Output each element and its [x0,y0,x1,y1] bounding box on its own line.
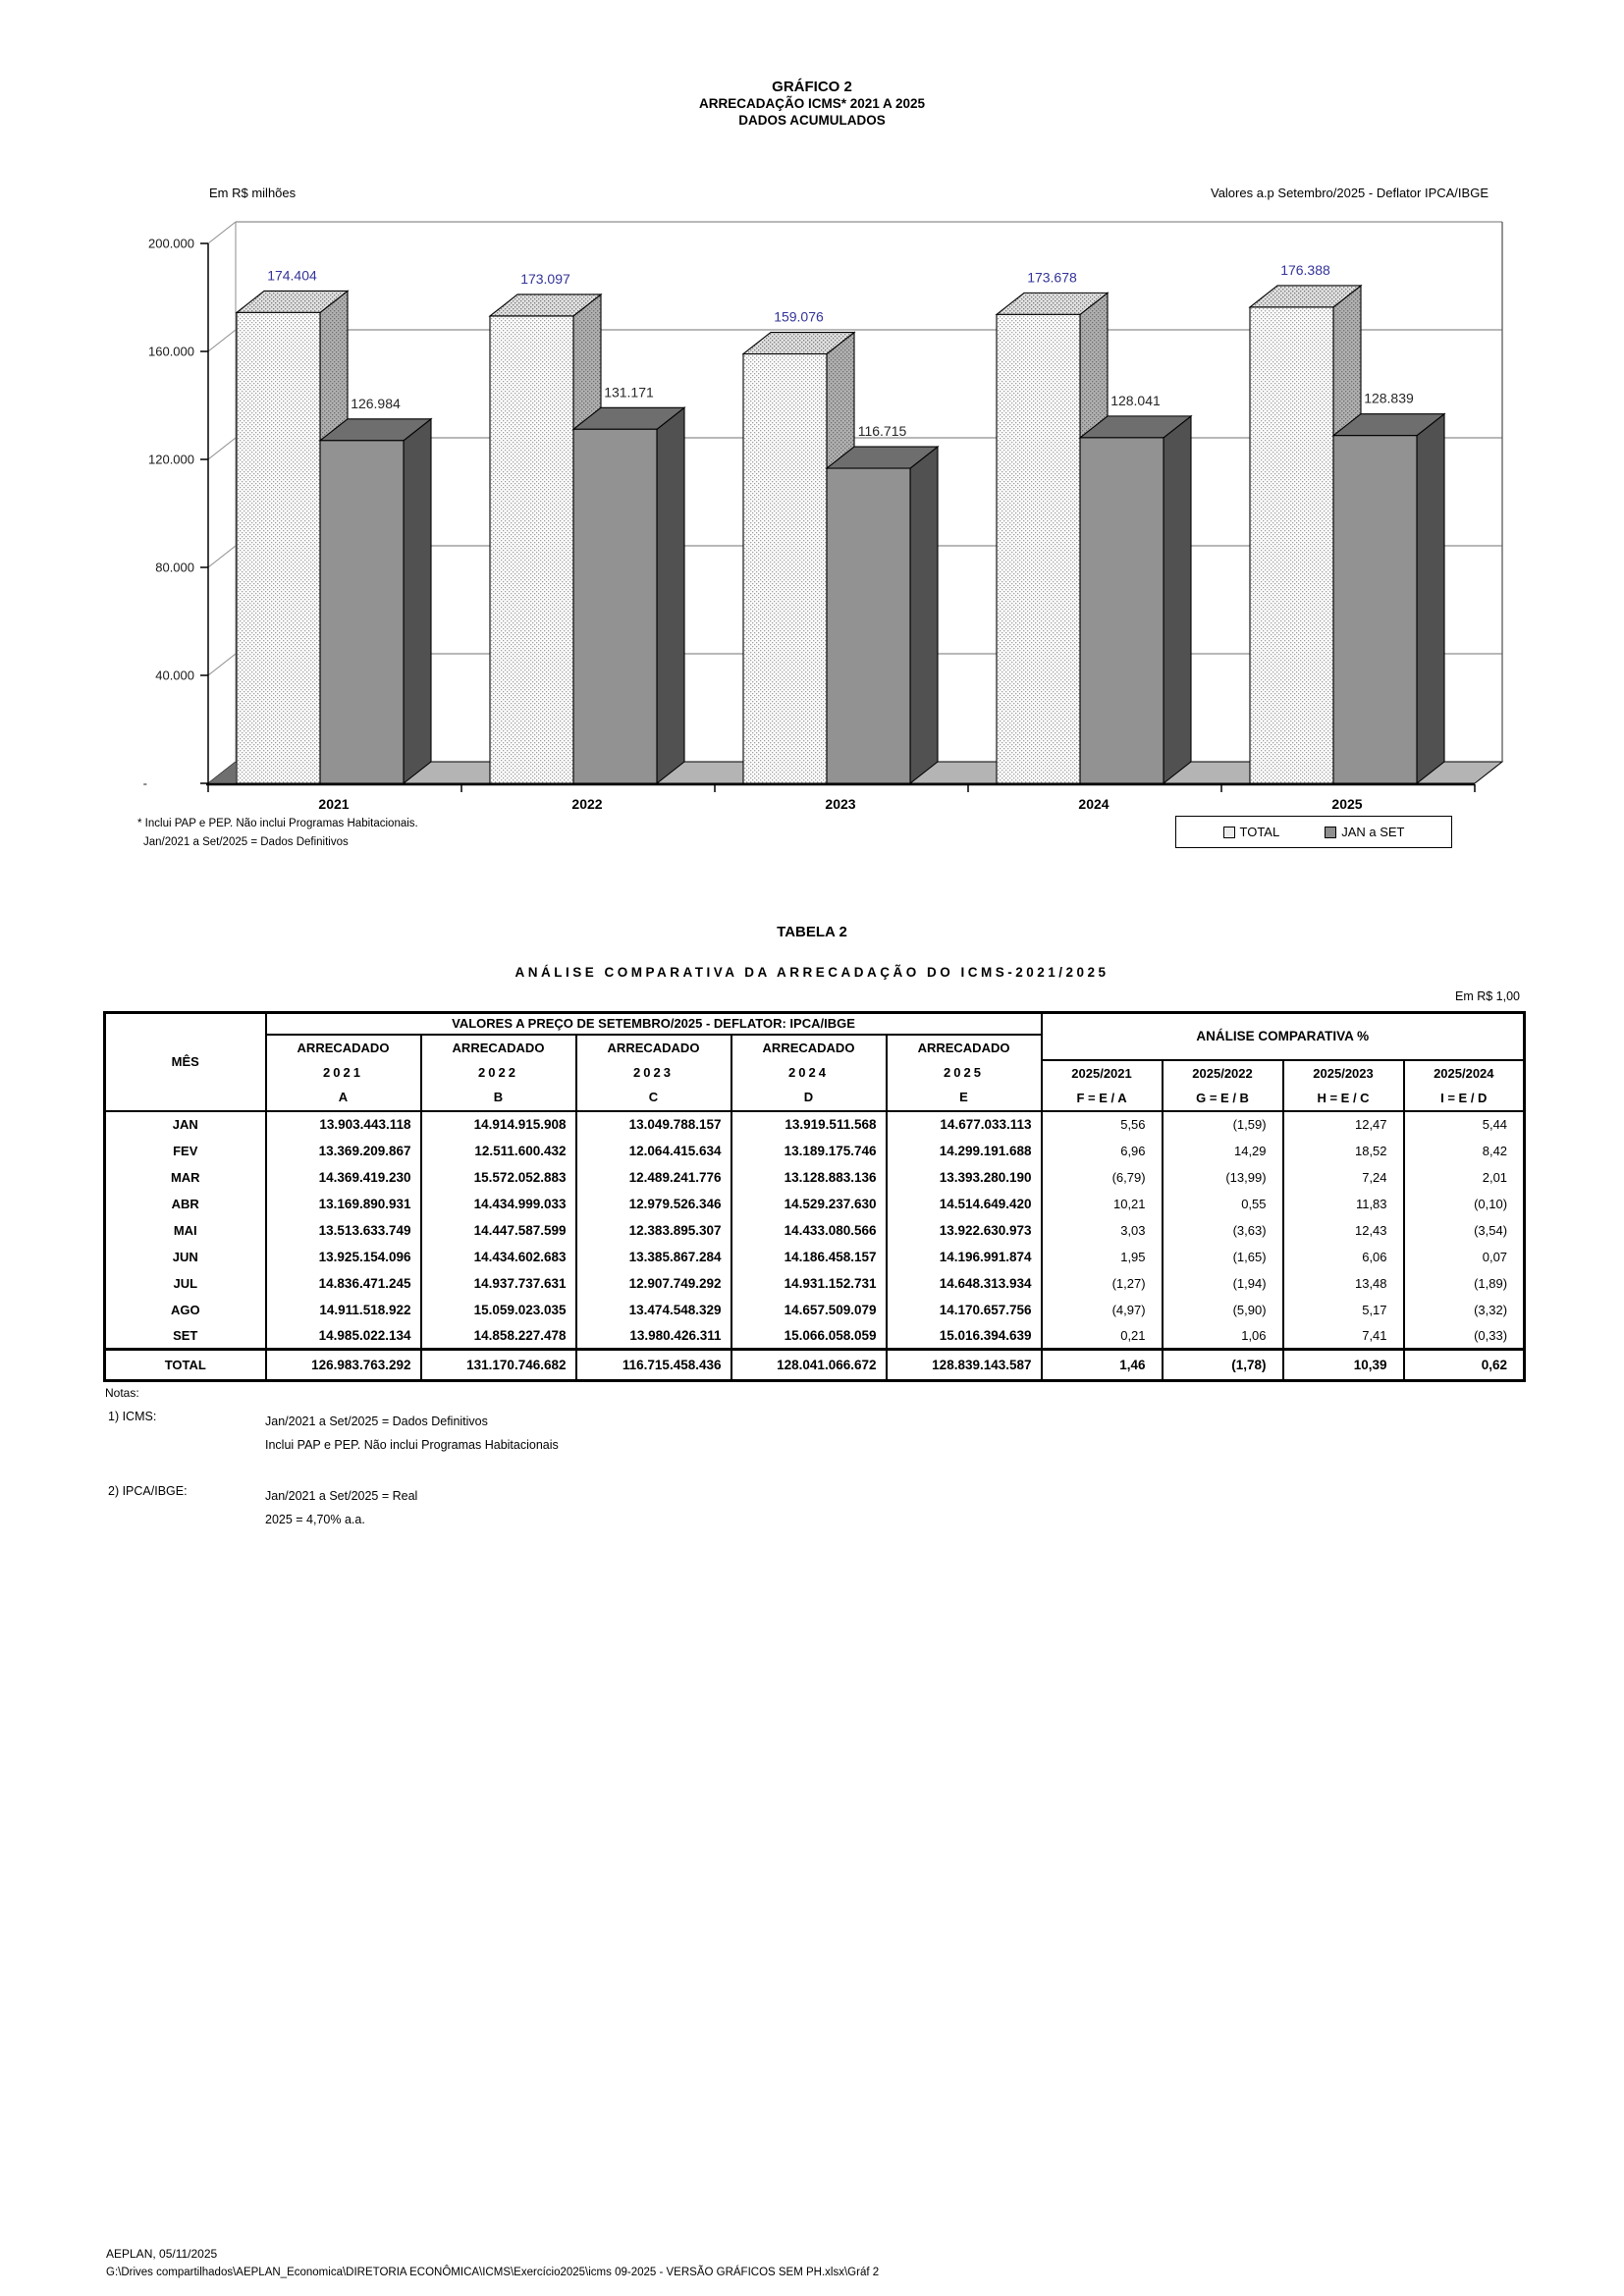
value-cell: 14.514.649.420 [887,1191,1042,1217]
bar-total-2021-front [237,312,320,783]
analysis-cell: (3,32) [1404,1297,1525,1323]
analysis-cell: (1,59) [1163,1111,1283,1138]
analysis-cell: 2,01 [1404,1164,1525,1191]
value-cell: 128.839.143.587 [887,1350,1042,1381]
value-cell: 13.919.511.568 [731,1111,887,1138]
analysis-cell: 13,48 [1283,1270,1404,1297]
values-group-header: VALORES A PREÇO DE SETEMBRO/2025 - DEFLATOR: IPCA/IBGE [266,1013,1042,1035]
table-row-JAN [105,1111,1525,1138]
value-cell: 14.369.419.230 [266,1164,421,1191]
analysis-cell: (1,27) [1042,1270,1163,1297]
arrecadado-header-2021: ARRECADADO 2021 A [266,1035,421,1111]
value-cell: 15.572.052.883 [421,1164,576,1191]
value-cell: 14.677.033.113 [887,1111,1042,1138]
y-tick-label: 200.000 [148,236,194,251]
analysis-cell: (4,97) [1042,1297,1163,1323]
bar-janset-2025-side [1417,414,1444,783]
footer-org-date: AEPLAN, 05/11/2025 [106,2247,218,2261]
x-axis-label-2024: 2024 [1078,796,1110,812]
y-tick-label: 40.000 [155,667,194,683]
analysis-cell: (5,90) [1163,1297,1283,1323]
value-cell: 13.385.867.284 [576,1244,731,1270]
value-cell: 14.836.471.245 [266,1270,421,1297]
x-axis-label-2025: 2025 [1331,796,1363,812]
analysis-cell: (1,65) [1163,1244,1283,1270]
analysis-cell: 5,17 [1283,1297,1404,1323]
wall-connector [208,546,236,567]
value-cell: 14.434.999.033 [421,1191,576,1217]
table-row-JUN [105,1244,1525,1270]
value-cell: 14.937.737.631 [421,1270,576,1297]
value-cell: 14.434.602.683 [421,1244,576,1270]
value-cell: 13.474.548.329 [576,1297,731,1323]
bar-janset-2024-side [1164,416,1191,783]
value-cell: 13.169.890.931 [266,1191,421,1217]
bar-total-2025-front [1250,307,1333,783]
value-cell: 12.907.749.292 [576,1270,731,1297]
value-cell: 14.858.227.478 [421,1323,576,1350]
analysis-cell: 14,29 [1163,1138,1283,1164]
note-2-body [265,1484,417,1531]
value-cell: 12.064.415.634 [576,1138,731,1164]
table-row-FEV [105,1138,1525,1164]
arrecadado-header-2024: ARRECADADO 2024 D [731,1035,887,1111]
table-row-MAI [105,1217,1525,1244]
x-axis-label-2023: 2023 [825,796,856,812]
bar-value-label-total: 174.404 [267,267,317,284]
bar-total-2024-front [997,314,1080,783]
note-2-line2: 2025 = 4,70% a.a. [265,1513,365,1526]
analysis-cell: (1,78) [1163,1350,1283,1381]
chart-footnote-line1: * Inclui PAP e PEP. Não inclui Programas Habitacionais. [137,818,418,829]
analysis-header-2025-2023: 2025/2023 H = E / C [1283,1060,1404,1111]
value-cell: 14.529.237.630 [731,1191,887,1217]
analysis-cell: 0,21 [1042,1323,1163,1350]
table-total-row [105,1350,1525,1381]
analysis-cell: 8,42 [1404,1138,1525,1164]
footer-file-path: G:\Drives compartilhados\AEPLAN_Economica\DIRETORIA ECONÔMICA\ICMS\Exercício2025\icms 09-2025 - VERSÃO GRÁFICOS SEM PH.xlsx\Gráf 2 [106,2267,880,2278]
analysis-cell: 5,44 [1404,1111,1525,1138]
chart-title: GRÁFICO 2 [772,79,852,95]
table-row-AGO [105,1297,1525,1323]
wall-connector [208,330,236,351]
value-cell: 15.066.058.059 [731,1323,887,1350]
value-cell: 13.128.883.136 [731,1164,887,1191]
value-cell: 13.189.175.746 [731,1138,887,1164]
value-cell: 13.925.154.096 [266,1244,421,1270]
bar-value-label-total: 159.076 [774,308,824,325]
arrecadado-header-2023: ARRECADADO 2023 C [576,1035,731,1111]
legend-item-total [1223,825,1280,839]
bar-value-label-total: 173.097 [520,270,570,287]
bar-value-label-janset: 131.171 [604,384,654,400]
bar-chart-canvas [0,0,1624,864]
value-cell: 14.985.022.134 [266,1323,421,1350]
analysis-cell: 7,24 [1283,1164,1404,1191]
analysis-cell: 18,52 [1283,1138,1404,1164]
analysis-cell: 6,96 [1042,1138,1163,1164]
y-axis-unit-label: Em R$ milhões [209,186,297,200]
month-cell: ABR [105,1191,266,1217]
note-1-line1: Jan/2021 a Set/2025 = Dados Definitivos [265,1415,488,1428]
value-cell: 15.016.394.639 [887,1323,1042,1350]
deflator-note: Valores a.p Setembro/2025 - Deflator IPCA/IBGE [1210,186,1489,200]
value-cell: 14.186.458.157 [731,1244,887,1270]
note-2-line1: Jan/2021 a Set/2025 = Real [265,1489,418,1503]
wall-connector [208,438,236,459]
table-row-MAR [105,1164,1525,1191]
value-cell: 13.369.209.867 [266,1138,421,1164]
y-tick-label: 120.000 [148,452,194,467]
x-axis-label-2021: 2021 [318,796,350,812]
legend-swatch-total-icon [1223,827,1235,838]
value-cell: 14.299.191.688 [887,1138,1042,1164]
bar-janset-2022-front [573,429,657,783]
value-cell: 116.715.458.436 [576,1350,731,1381]
arrecadado-header-2022: ARRECADADO 2022 B [421,1035,576,1111]
month-cell: JAN [105,1111,266,1138]
note-2-label: 2) IPCA/IBGE: [108,1484,188,1498]
analysis-cell: (1,94) [1163,1270,1283,1297]
analysis-header-2025-2021: 2025/2021 F = E / A [1042,1060,1163,1111]
note-1-body [265,1410,559,1457]
analysis-header-2025-2024: 2025/2024 I = E / D [1404,1060,1525,1111]
month-cell: MAR [105,1164,266,1191]
month-cell: JUL [105,1270,266,1297]
value-cell: 13.922.630.973 [887,1217,1042,1244]
value-cell: 12.383.895.307 [576,1217,731,1244]
bar-total-2022-front [490,316,573,783]
chart-subtitle: ARRECADAÇÃO ICMS* 2021 A 2025 [698,96,926,111]
y-tick-label: - [142,775,147,791]
value-cell: 12.979.526.346 [576,1191,731,1217]
table-unit-note: Em R$ 1,00 [1454,989,1520,1003]
value-cell: 128.041.066.672 [731,1350,887,1381]
table-body [105,1111,1525,1381]
value-cell: 13.980.426.311 [576,1323,731,1350]
note-1-label: 1) ICMS: [108,1410,157,1423]
bar-janset-2022-side [657,407,684,783]
month-cell: FEV [105,1138,266,1164]
legend-item-jan-set [1325,825,1404,839]
arrecadado-header-2025: ARRECADADO 2025 E [887,1035,1042,1111]
chart-footnote-line2: Jan/2021 a Set/2025 = Dados Definitivos [143,836,349,848]
analysis-header-2025-2022: 2025/2022 G = E / B [1163,1060,1283,1111]
analysis-cell: 0,62 [1404,1350,1525,1381]
value-cell: 131.170.746.682 [421,1350,576,1381]
bar-value-label-total: 176.388 [1280,261,1330,278]
value-cell: 14.433.080.566 [731,1217,887,1244]
value-cell: 14.914.915.908 [421,1111,576,1138]
comparative-table [103,1011,1526,1382]
table-subtitle: ANÁLISE COMPARATIVA DA ARRECADAÇÃO DO ICMS-2021/2025 [514,965,1110,980]
analysis-cell: 12,47 [1283,1111,1404,1138]
month-cell: SET [105,1323,266,1350]
chart-subtitle-2: DADOS ACUMULADOS [738,113,886,128]
analysis-cell: 1,46 [1042,1350,1163,1381]
analysis-cell: 0,55 [1163,1191,1283,1217]
legend-label-jan-set: JAN a SET [1341,825,1405,839]
table-row-ABR [105,1191,1525,1217]
month-cell: JUN [105,1244,266,1270]
wall-connector [208,654,236,675]
analysis-cell: (3,54) [1404,1217,1525,1244]
analysis-cell: (1,89) [1404,1270,1525,1297]
analysis-cell: (3,63) [1163,1217,1283,1244]
value-cell: 14.648.313.934 [887,1270,1042,1297]
y-tick-label: 160.000 [148,344,194,359]
notes-heading: Notas: [105,1386,139,1400]
value-cell: 14.196.991.874 [887,1244,1042,1270]
value-cell: 13.393.280.190 [887,1164,1042,1191]
analysis-cell: 0,07 [1404,1244,1525,1270]
month-cell: TOTAL [105,1350,266,1381]
value-cell: 13.513.633.749 [266,1217,421,1244]
bar-janset-2024-front [1080,438,1164,783]
bar-janset-2021-front [320,441,404,783]
value-cell: 14.911.518.922 [266,1297,421,1323]
table-title: TABELA 2 [777,924,847,940]
analysis-cell: 10,21 [1042,1191,1163,1217]
analysis-cell: 10,39 [1283,1350,1404,1381]
bar-value-label-janset: 116.715 [857,423,907,440]
bar-value-label-janset: 128.041 [1110,392,1161,408]
analysis-cell: 1,95 [1042,1244,1163,1270]
month-cell: MAI [105,1217,266,1244]
legend-label-total: TOTAL [1239,825,1280,839]
value-cell: 12.511.600.432 [421,1138,576,1164]
value-cell: 15.059.023.035 [421,1297,576,1323]
value-cell: 14.447.587.599 [421,1217,576,1244]
table-row-SET [105,1323,1525,1350]
analysis-group-header: ANÁLISE COMPARATIVA % [1042,1013,1525,1060]
legend-swatch-jan-set-icon [1325,827,1336,838]
value-cell: 126.983.763.292 [266,1350,421,1381]
table-head [105,1013,1525,1111]
value-cell: 14.170.657.756 [887,1297,1042,1323]
value-cell: 13.903.443.118 [266,1111,421,1138]
bar-janset-2023-side [910,447,938,783]
table-row-JUL [105,1270,1525,1297]
chart-legend [1175,816,1452,848]
value-cell: 14.931.152.731 [731,1270,887,1297]
analysis-cell: 12,43 [1283,1217,1404,1244]
y-tick-label: 80.000 [155,560,194,575]
bar-janset-2021-side [404,419,431,783]
analysis-cell: (13,99) [1163,1164,1283,1191]
analysis-cell: 1,06 [1163,1323,1283,1350]
bar-value-label-janset: 126.984 [351,395,401,411]
analysis-cell: 6,06 [1283,1244,1404,1270]
value-cell: 12.489.241.776 [576,1164,731,1191]
month-cell: AGO [105,1297,266,1323]
wall-connector [208,222,236,243]
bar-value-label-janset: 128.839 [1364,390,1414,406]
note-1-line2: Inclui PAP e PEP. Não inclui Programas Habitacionais [265,1438,559,1452]
analysis-cell: (0,10) [1404,1191,1525,1217]
analysis-cell: (0,33) [1404,1323,1525,1350]
analysis-cell: 3,03 [1042,1217,1163,1244]
analysis-cell: 7,41 [1283,1323,1404,1350]
bar-total-2023-front [743,354,827,783]
bar-value-label-total: 173.678 [1027,269,1077,286]
analysis-cell: 11,83 [1283,1191,1404,1217]
analysis-cell: (6,79) [1042,1164,1163,1191]
bar-janset-2023-front [827,468,910,783]
value-cell: 13.049.788.157 [576,1111,731,1138]
bar-janset-2025-front [1333,436,1417,783]
table-container [103,1011,1526,1382]
value-cell: 14.657.509.079 [731,1297,887,1323]
x-axis-label-2022: 2022 [571,796,603,812]
analysis-cell: 5,56 [1042,1111,1163,1138]
month-column-header: MÊS [105,1013,266,1111]
